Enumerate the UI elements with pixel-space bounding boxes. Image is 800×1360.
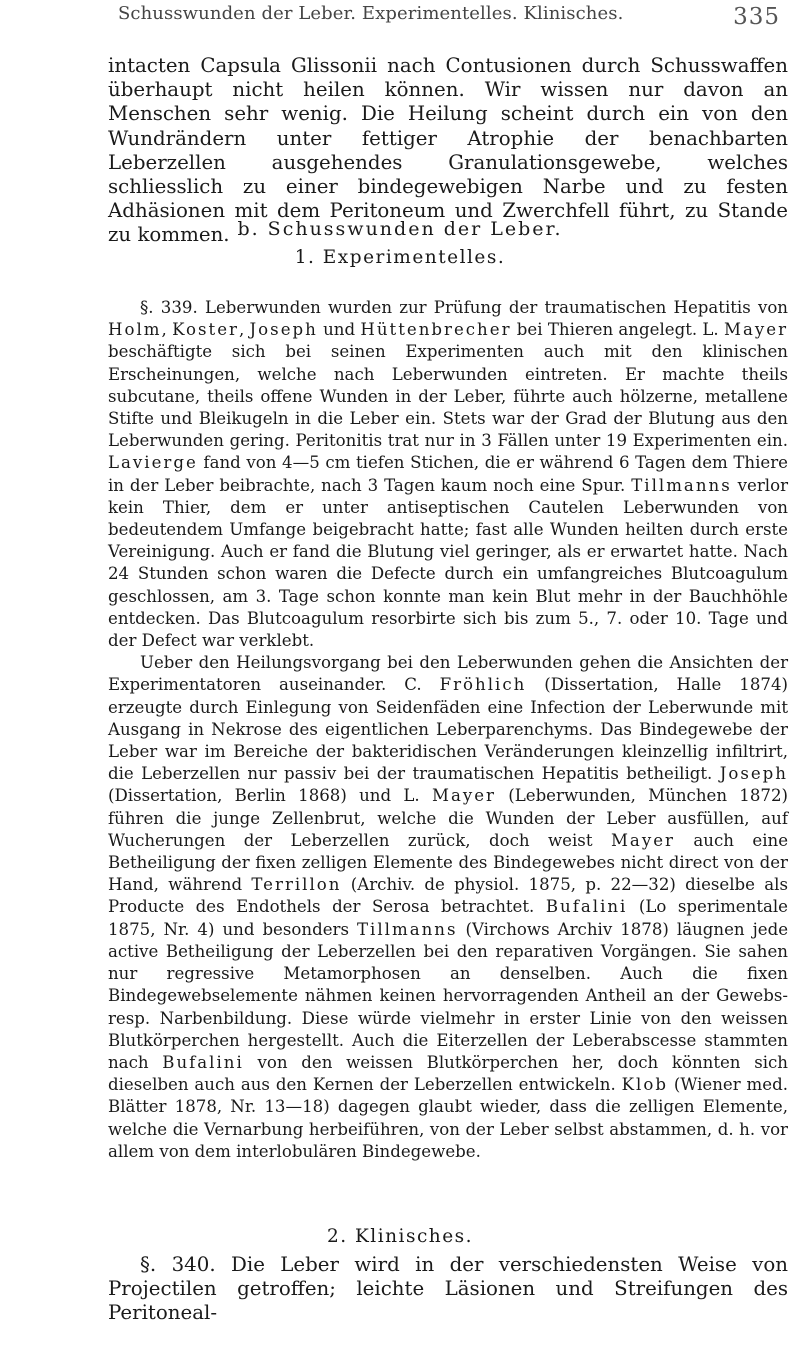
author-name: Mayer xyxy=(610,830,675,850)
section-number-340: §. 340. xyxy=(140,1253,216,1276)
text-run: Ueber den Heilungsvorgang bei den Leberwunden gehen die Ansichten der Experimentatoren auseinander. C. xyxy=(108,653,788,695)
section-heading-schusswunden: b. Schusswunden der Leber. xyxy=(237,218,563,240)
lead-paragraph: intacten Capsula Glissonii nach Contusionen durch Schusswaffen überhaupt nicht heilen können. Wir wissen nur davon an Menschen sehr wenig. Die Heilung scheint durch ein von den Wundrändern unter fettiger Atrophie der benachbarten Leberzellen ausgehendes Granulationsgewebe, welches schliesslich zu einer bindegewebigen Narbe und zu festen Adhäsionen mit dem Peritoneum und Zwerchfell führt, zu Stande zu kommen. xyxy=(108,54,788,247)
author-name: Mayer xyxy=(723,320,788,340)
author-name: Fröhlich xyxy=(439,675,527,695)
text-run: Die Leber wird in der verschiedensten Weise von Projectilen getroffen; leichte Läsionen und Streifungen des Peritoneal- xyxy=(108,1253,788,1324)
text-run: fand von 4—5 cm tiefen Stichen, die er während 6 Tagen dem Thiere in der Leber beibrachte, nach 3 Tagen kaum noch eine Spur. xyxy=(108,453,789,495)
text-run: verlor kein Thier, dem er unter antiseptischen Cautelen Leberwunden von bedeutendem Umfange beigebracht hatte; fast alle Wunden heilten durch erste Vereinigung. Auch er fand die Blutung viel geringer, als er erwartet hatte. Nach 24 Stunden schon waren die Defecte durch ein umfangreiches Blutcoagulum geschlossen, am 3. Tage schon konnte man kein Blut mehr in der Bauchhöhle entdecken. Das Blutcoagulum resorbirte sich bis zum 5., 7. oder 10. Tage und der Defect war verklebt. xyxy=(108,475,788,651)
author-name: Koster xyxy=(172,320,239,340)
text-run: (Wiener med. Blätter 1878, Nr. 13—18) dagegen glaubt wieder, dass die zelligen Elemente, welche die Vernarbung herbeiführen, von der Leber selbst abstammen, d. h. vor allem von dem interlobulären Bindegewebe. xyxy=(108,1075,789,1161)
author-name: Joseph xyxy=(249,320,318,340)
text-run: (Dissertation, Berlin 1868) und L. xyxy=(108,786,420,806)
text-run: (Virchows Archiv 1878) läugnen jede active Betheiligung der Leberzellen bei den reparativen Vorgängen. Sie sahen nur regressive Metamorphosen an denselben. Auch die fixen Bindegewebselemente nähmen keinen hervorragenden Antheil an der Gewebs- resp. Narbenbildung. Diese würde vielmehr in erster Linie von den weissen Blutkörperchen hergestellt. Auch die Eiterzellen der Leberabscesse stammten nach xyxy=(108,919,789,1072)
text-run: Leberwunden wurden zur Prüfung der traumatischen Hepatitis von xyxy=(204,298,788,317)
author-name: Bufalini xyxy=(162,1052,244,1072)
author-name: Mayer xyxy=(431,786,496,806)
author-name: Bufalini xyxy=(545,897,628,917)
author-name: Tillmanns xyxy=(356,919,458,939)
text-run: (Lo sperimentale 1875, Nr. 4) und besonders xyxy=(108,897,789,939)
paragraph-339: §. 339. Leberwunden wurden zur Prüfung der traumatischen Hepatitis von Holm, Koster, Joseph und Hüttenbrecher bei Thieren angelegt. L. Mayer beschäftigte sich bei seinen Experimenten auch mit den klinischen Erscheinungen, welche nach Leberwunden eintreten. Er machte theils subcutane, theils offene Wunden in der Leber, führte auch hölzerne, metallene Stifte und Bleikugeln in die Leber ein. Stets war der Grad der Blutung aus den Leberwunden gering. Peritonitis trat nur in 3 Fällen unter 19 Experimenten ein. Lavierge fand von 4—5 cm tiefen Stichen, die er während 6 Tagen dem Thiere in der Leber beibrachte, nach 3 Tagen kaum noch eine Spur. Tillmanns verlor kein Thier, dem er unter antiseptischen Cautelen Leberwunden von bedeutendem Umfange beigebracht hatte; fast alle Wunden heilten durch erste Vereinigung. Auch er fand die Blutung viel geringer, als er erwartet hatte. Nach 24 Stunden schon waren die Defecte durch ein umfangreiches Blutcoagulum geschlossen, am 3. Tage schon konnte man kein Blut mehr in der Bauchhöhle entdecken. Das Blutcoagulum resorbirte sich bis zum 5., 7. oder 10. Tage und der Defect war verklebt. xyxy=(108,298,789,651)
section-number-339: §. 339. xyxy=(140,298,198,317)
text-run: (Archiv. de physiol. 1875, p. 22—32) dieselbe als Producte des Endothels der Serosa betrachtet. xyxy=(108,875,788,917)
author-name: Klob xyxy=(621,1075,668,1095)
subsection-heading-experimentelles: 1. Experimentelles. xyxy=(294,247,506,268)
author-name: Hüttenbrecher xyxy=(360,320,512,340)
subsection-heading-klinisches: 2. Klinisches. xyxy=(326,1226,474,1247)
running-title: Schusswunden der Leber. Experimentelles. Klinisches. xyxy=(118,3,624,24)
text-run: von den weissen Blutkörperchen her, doch könnten sich dieselben auch aus den Kernen der Leberzellen entwickeln. xyxy=(108,1052,788,1095)
text-run: und xyxy=(323,320,356,340)
text-run: auch eine Betheiligung der fixen zelligen Elemente des Bindegewebes nicht direct von der Hand, während xyxy=(108,830,789,895)
experimental-section-body xyxy=(108,297,788,1163)
author-name: Lavierge xyxy=(108,453,198,473)
clinical-section-body xyxy=(108,1253,788,1325)
text-run: (Dissertation, Halle 1874) erzeugte durch Einlegung von Seidenfäden eine Infection der Leberwunde mit Ausgang in Nekrose des eigentlichen Leberparenchyms. Das Bindegewebe der Leber war im Bereiche der bakteridischen Veränderungen kleinzellig infiltrirt, die Leberzellen nur passiv bei der traumatischen Hepatitis betheiligt. xyxy=(108,675,789,784)
author-name: Holm xyxy=(108,320,162,340)
paragraph-healing-process xyxy=(108,652,788,1163)
text-run: bei Thieren angelegt. L. xyxy=(516,320,719,340)
running-header xyxy=(0,0,800,40)
author-name: Terrillon xyxy=(251,875,342,895)
author-name: Joseph xyxy=(719,764,788,784)
page-number: 335 xyxy=(733,4,780,30)
author-name: Tillmanns xyxy=(631,475,732,495)
paragraph-340 xyxy=(108,1253,788,1325)
text-run: (Leberwunden, München 1872) führen die junge Zellenbrut, welche die Wunden der Leber ausfüllen, auf Wucherungen der Leberzellen zurück, doch weist xyxy=(108,786,789,850)
text-run: beschäftigte sich bei seinen Experimenten auch mit den klinischen Erscheinungen, welche nach Leberwunden eintreten. Er machte theils subcutane, theils offene Wunden in der Leber, führte auch hölzerne, metallene Stifte und Bleikugeln in die Leber ein. Stets war der Grad der Blutung aus den Leberwunden gering. Peritonitis trat nur in 3 Fällen unter 19 Experimenten ein. xyxy=(108,342,788,451)
